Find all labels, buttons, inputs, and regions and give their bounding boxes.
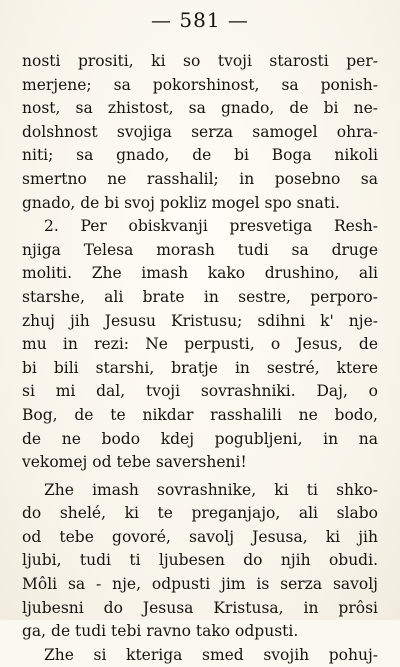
page-text (22, 50, 378, 667)
text-line: starshe, ali brate in sestre, perporo- (22, 287, 378, 306)
text-line: od tebe govoré, savolj Jesusa, ki jih (22, 527, 378, 546)
text-line: dolshnost svojiga serza samogel ohra- (22, 122, 378, 141)
text-line: ljubi, tudi ti ljubesen do njih obudi. (22, 551, 378, 570)
paragraph-start: 2. Per obiskvanji presvetiga Resh- (44, 217, 378, 236)
text-line: zhuj jih Jesusu Kristusu; sdihni k' nje- (22, 311, 378, 330)
page-number: — 581 — (151, 8, 249, 32)
text-line: si mi dal, tvoji sovrashniki. Daj, o (22, 382, 378, 401)
text-line: nosti prositi, ki so tvoji starosti per- (22, 52, 378, 70)
text-line: smertno ne rasshalil; in posebno sa (22, 169, 378, 188)
text-line: bi bili starshi, bratje in sestré, ktere (22, 358, 378, 377)
text-line: Môli sa - nje, odpusti jim is serza savolj (22, 575, 378, 594)
text-line: nost, sa zhistost, sa gnado, de bi ne- (22, 99, 378, 118)
text-line: merjene; sa pokorshinost, sa ponish- (22, 75, 378, 94)
text-line: ljubesni do Jesusa Kristusa, in prôsi (22, 598, 378, 617)
paragraph-start: Zhe imash sovrashnike, ki ti shko- (44, 480, 378, 499)
text-line: de ne bodo kdej pogubljeni, in na (22, 429, 378, 448)
text-line: niti; sa gnado, de bi Boga nikoli (22, 146, 378, 165)
text-line: Bog, de te nikdar rasshalili ne bodo, (22, 405, 378, 424)
text-line: gnado, de bi svoj pokliz mogel spo snati. (22, 193, 340, 212)
text-line: moliti. Zhe imash kako drushino, ali (22, 264, 378, 283)
text-line: ga, de tudi tebi ravno tako odpusti. (22, 622, 299, 641)
paragraph-start: Zhe si kteriga smed svojih pohuj- (44, 645, 378, 664)
text-line: mu in rezi: Ne perpusti, o Jesus, de (22, 335, 378, 354)
text-line: dо shelé, ki te preganjajo, ali slabo (22, 504, 378, 523)
text-line: vekomej od tebe saversheni! (22, 453, 247, 472)
text-line: njiga Telesa morash tudi sa druge (22, 240, 378, 259)
